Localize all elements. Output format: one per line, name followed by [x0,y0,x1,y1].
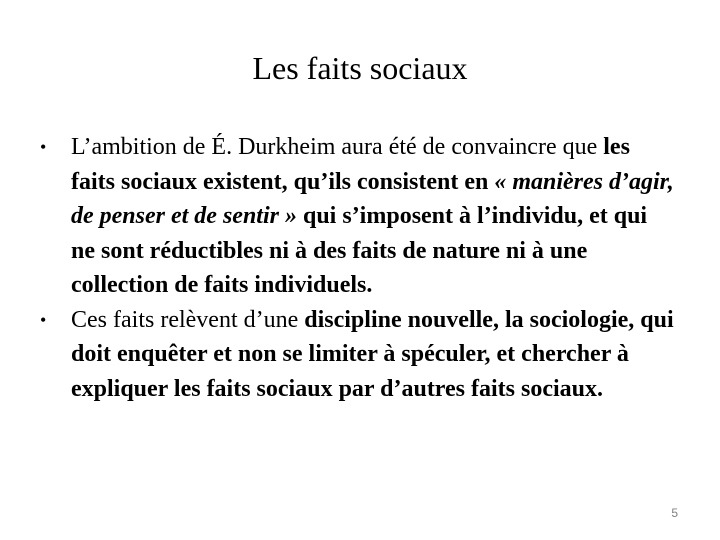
slide-title: Les faits sociaux [252,50,468,86]
bullet-item-ambition [36,130,676,303]
bullet-text-segment: les faits sociaux existent, qu’ils consistent en [71,134,630,195]
bullet-text-segment: discipline nouvelle, la sociologie, qui doit enquêter et non se limiter à spéculer, et chercher à expliquer les faits sociaux par d’autres faits sociaux. [71,306,674,402]
bullet-text-segment: L’ambition de É. Durkheim aura été de convaincre que [71,134,604,160]
bullet-icon: • [40,137,47,157]
bullet-text-segment: qui s’imposent à l’individu, et qui ne sont réductibles ni à des faits de nature ni à une collection de faits individuels. [71,203,648,298]
page-number: 5 [671,506,678,520]
bullet-item-discipline [36,303,676,407]
bullet-text-segment: Ces faits relèvent d’une [71,306,305,333]
bullet-quote-segment: « manières d’agir, de penser et de sentir » [71,168,674,229]
bullet-list [36,130,676,406]
bullet-icon: • [40,309,47,330]
